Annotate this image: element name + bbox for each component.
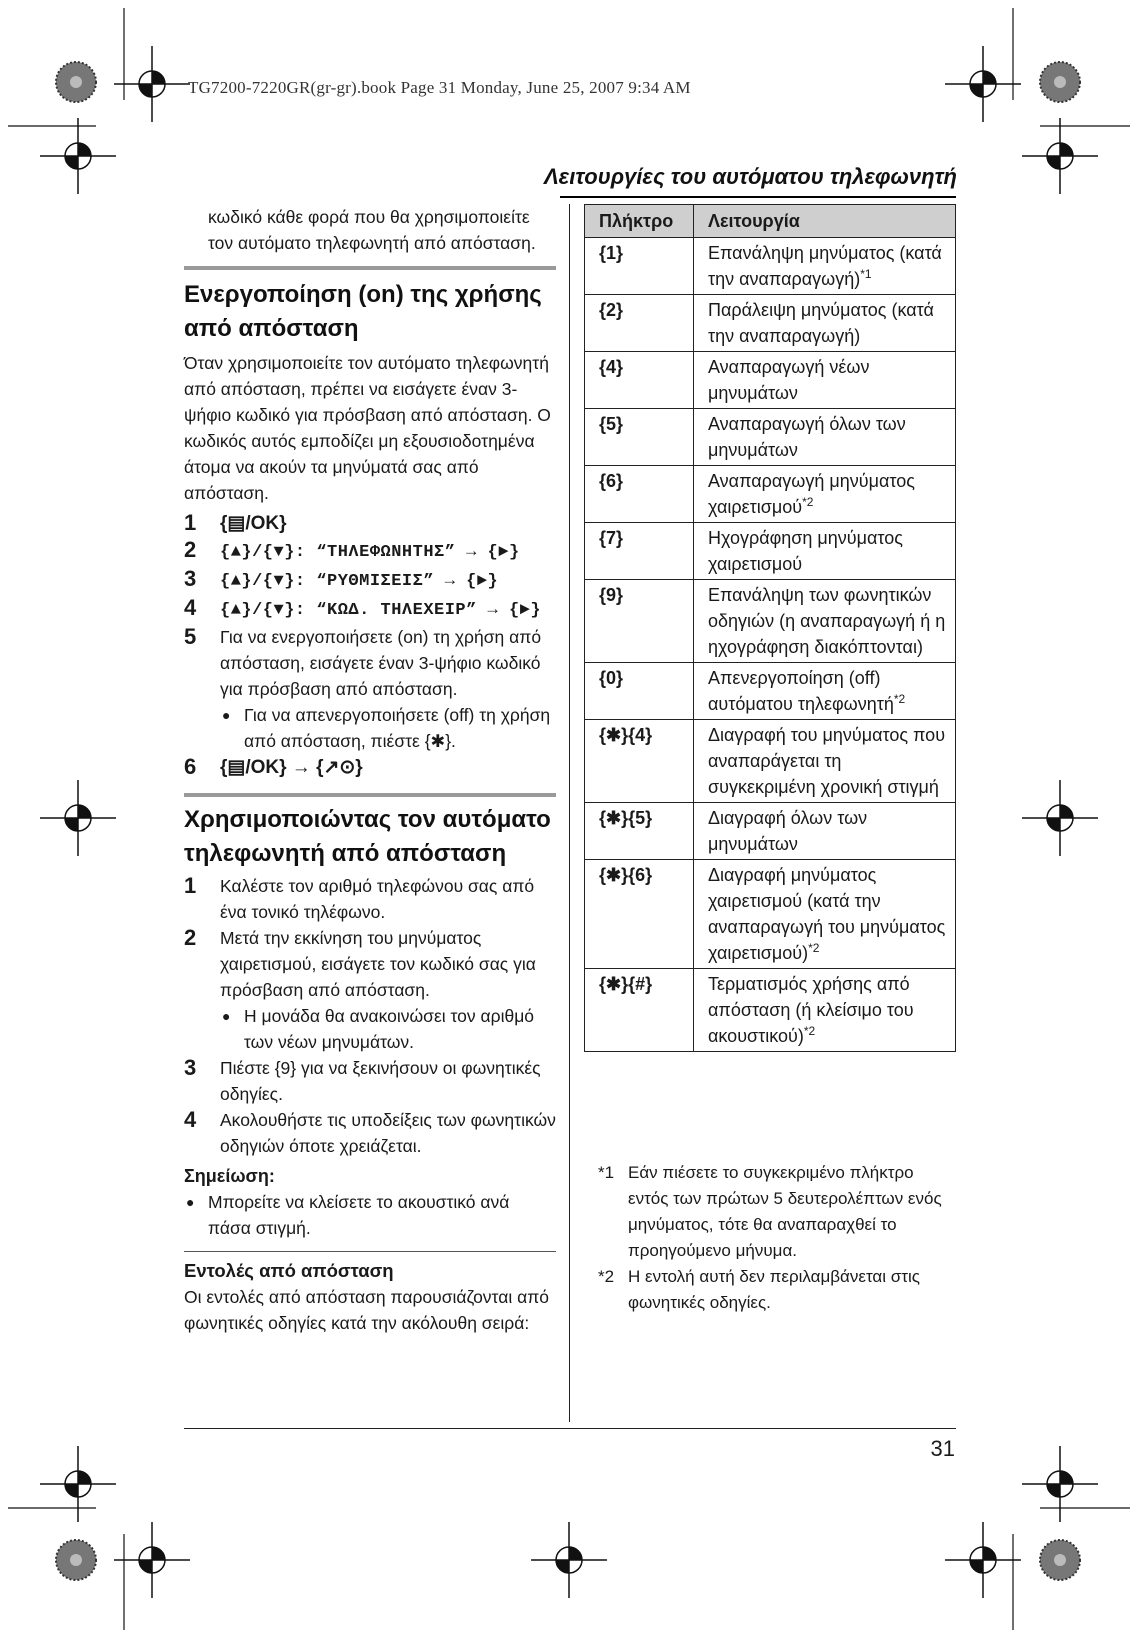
footer-rule bbox=[184, 1428, 956, 1429]
section-title: Λειτουργίες του αυτόματου τηλεφωνητή bbox=[544, 164, 957, 189]
table-row: {7} Ηχογράφηση μηνύματος χαιρετισμού bbox=[585, 523, 956, 580]
step-item: 6 {▤/OK} → {↗⊙} bbox=[184, 754, 363, 779]
table-row: {2} Παράλειψη μηνύματος (κατά την αναπαραγωγή) bbox=[585, 295, 956, 352]
header-rule bbox=[560, 196, 956, 198]
remote-commands-paragraph: Οι εντολές από απόσταση παρουσιάζονται από φωνητικές οδηγίες κατά την ακόλουθη σειρά: bbox=[184, 1287, 550, 1333]
footnote-item: *1 Εάν πιέσετε το συγκεκριμένο πλήκτρο εντός των πρώτων 5 δευτερολέπτων ενός μηνύματος, τότε θα αναπαραχθεί το προηγούμενο μήνυμα. bbox=[598, 1163, 942, 1260]
note-title: Σημείωση: bbox=[184, 1166, 275, 1186]
table-row: {✱}{6} Διαγραφή μηνύματος χαιρετισμού (κατά την αναπαραγωγή του μηνύματος χαιρετισμού)$^{*2}$ bbox=[585, 860, 956, 969]
step-item: 4 {▲}/{▼}: “ΚΩΔ. ΤΗΛΕΧΕΙΡ” → {►} bbox=[184, 595, 542, 620]
step-item: 3 Πιέστε {9} για να ξεκινήσουν οι φωνητικές οδηγίες. bbox=[184, 1055, 541, 1104]
column-header-function: Λειτουργία bbox=[694, 205, 956, 238]
step-item: 5 Για να ενεργοποιήσετε (on) τη χρήση από απόσταση, εισάγετε έναν 3-ψήφιο κωδικό για πρόσβαση από απόσταση. ● Για να απενεργοποιήσετε (off) τη χρήση από απόσταση, πιέστε {✱}. bbox=[184, 624, 556, 754]
intro-text: κωδικό κάθε φορά που θα χρησιμοποιείτε τον αυτόματο τηλεφωνητή από απόσταση. bbox=[208, 207, 536, 253]
heading-using-remote: Χρησιμοποιώντας τον αυτόματο τηλεφωνητή από απόσταση bbox=[184, 806, 551, 867]
step-item: 1 Καλέστε τον αριθμό τηλεφώνου σας από ένα τονικό τηλέφωνο. bbox=[184, 873, 535, 922]
enable-steps-list bbox=[184, 510, 556, 781]
remote-commands-table bbox=[584, 204, 956, 1052]
table-row: {9} Επανάληψη των φωνητικών οδηγιών (η αναπαραγωγή ή η ηχογράφηση διακόπτονται) bbox=[585, 580, 956, 663]
table-row: {✱}{5} Διαγραφή όλων των μηνυμάτων bbox=[585, 803, 956, 860]
step-item: 2 Μετά την εκκίνηση του μηνύματος χαιρετισμού, εισάγετε τον κωδικό σας για πρόσβαση από απόσταση. ● Η μονάδα θα ανακοινώσει τον αριθμό των νέων μηνυμάτων. bbox=[184, 925, 556, 1055]
section-rule bbox=[184, 266, 556, 270]
table-row: {5} Αναπαραγωγή όλων των μηνυμάτων bbox=[585, 409, 956, 466]
step2-bullet: ● Η μονάδα θα ανακοινώσει τον αριθμό των νέων μηνυμάτων. bbox=[220, 1003, 556, 1055]
table-row: {✱}{4} Διαγραφή του μηνύματος που αναπαράγεται τη συγκεκριμένη χρονική στιγμή bbox=[585, 720, 956, 803]
table-row: {✱}{#} Τερματισμός χρήσης από απόσταση (ή κλείσιμο του ακουστικού)$^{*2}$ bbox=[585, 969, 956, 1052]
page-number: 31 bbox=[930, 1436, 955, 1461]
step-item: 1 {▤/OK} bbox=[184, 510, 287, 535]
table-row: {4} Αναπαραγωγή νέων μηνυμάτων bbox=[585, 352, 956, 409]
step-item: 2 {▲}/{▼}: “ΤΗΛΕΦΩΝΗΤΗΣ” → {►} bbox=[184, 537, 520, 562]
file-info-line: TG7200-7220GR(gr-gr).book Page 31 Monday, June 25, 2007 9:34 AM bbox=[188, 78, 691, 97]
table-row: {1} Επανάληψη μηνύματος (κατά την αναπαραγωγή)$^{*1}$ bbox=[585, 238, 956, 295]
step5-bullet: ● Για να απενεργοποιήσετε (off) τη χρήση από απόσταση, πιέστε {✱}. bbox=[220, 702, 556, 754]
step-item: 3 {▲}/{▼}: “ΡΥΘΜΙΣΕΙΣ” → {►} bbox=[184, 566, 499, 591]
column-header-key: Πλήκτρο bbox=[585, 205, 694, 238]
footnote-item: *2 Η εντολή αυτή δεν περιλαμβάνεται στις φωνητικές οδηγίες. bbox=[598, 1267, 920, 1312]
table-row: {0} Απενεργοποίηση (off) αυτόματου τηλεφωνητή$^{*2}$ bbox=[585, 663, 956, 720]
section-rule bbox=[184, 793, 556, 797]
remote-steps-list bbox=[184, 873, 556, 1159]
column-divider bbox=[569, 204, 570, 1422]
heading-enable-remote: Ενεργοποίηση (on) της χρήσης από απόσταση bbox=[184, 281, 542, 342]
step-item: 4 Ακολουθήστε τις υποδείξεις των φωνητικών οδηγιών όποτε χρειάζεται. bbox=[184, 1107, 556, 1156]
table-row: {6} Αναπαραγωγή μηνύματος χαιρετισμού$^{*2}$ bbox=[585, 466, 956, 523]
table-header-row bbox=[585, 205, 956, 238]
subsection-rule bbox=[184, 1251, 556, 1252]
enable-remote-paragraph: Όταν χρησιμοποιείτε τον αυτόματο τηλεφωνητή από απόσταση, πρέπει να εισάγετε έναν 3-ψήφιο κωδικό για πρόσβαση από απόσταση. Ο κωδικός αυτός εμποδίζει μη εξουσιοδοτημένα άτομα να ακούν τα μηνύματά σας από απόσταση. bbox=[184, 353, 551, 503]
left-column bbox=[184, 204, 556, 1336]
note-bullet: ● Μπορείτε να κλείσετε το ακουστικό ανά πάσα στιγμή. bbox=[184, 1189, 556, 1241]
remote-commands-title: Εντολές από απόσταση bbox=[184, 1260, 394, 1281]
footnotes bbox=[598, 1160, 948, 1316]
